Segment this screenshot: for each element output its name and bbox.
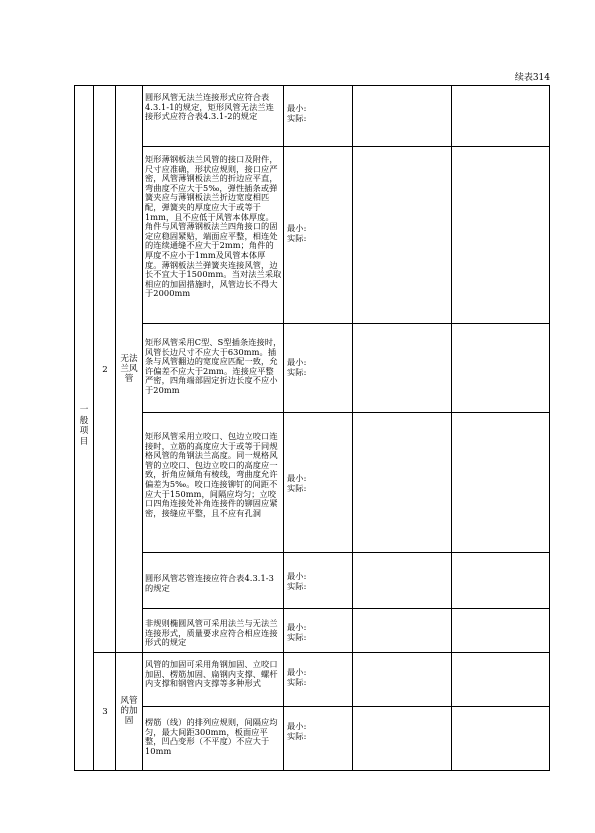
actual-label: 实际: (287, 631, 307, 642)
actual-label: 实际: (287, 482, 307, 493)
actual-label: 实际: (287, 232, 307, 243)
col-divider (283, 85, 284, 771)
col-divider (352, 85, 353, 771)
min-label: 最小: (287, 571, 307, 581)
item-description: 圆形风管芯管连接应符合表4.3.1-3的规定 (145, 573, 274, 593)
table-border-right (549, 85, 550, 771)
min-label: 最小: (287, 357, 307, 367)
table-border-left (74, 85, 75, 771)
item-description: 楞筋（线）的排列应规则，间隔应均匀，最大间距300mm，板面应平整，凹凸变形（不平度）不应大于10mm (145, 717, 278, 756)
group-name: 无法兰风管 (120, 354, 138, 384)
group-number: 3 (102, 707, 108, 717)
table-border-bottom (74, 770, 550, 771)
item-description: 圆形风管无法兰连接形式应符合表4.3.1-1的规定，矩形风管无法兰连接形式应符合表4.3.1-2的规定 (145, 92, 274, 122)
item-measure (287, 474, 327, 493)
item-description: 风管的加固可采用角钢加固、立咬口加固、楞筋加固、扁钢内支撑、螺杆内支撑和钢管内支撑等多种形式 (145, 659, 278, 689)
min-label: 最小: (287, 473, 307, 483)
row-divider (142, 706, 550, 707)
col-divider (451, 85, 452, 771)
row-divider (142, 323, 550, 324)
min-label: 最小: (287, 667, 307, 677)
item-description: 矩形风管采用立咬口、包边立咬口连接时，立筋的高度应大于或等于同规格风管的角钢法兰高度。同一规格风管的立咬口、包边立咬口的高度应一致，折角应倾角有棱线，弯曲度允许偏差为5‰。咬口连接铆钉的间距不应大于150mm，间隔应均匀；立咬口四角连接处补角连接件的铆固应紧密，接缝应平整，且不应有孔洞 (145, 431, 278, 518)
row-divider (142, 146, 550, 147)
actual-label: 实际: (287, 580, 307, 591)
group-name: 风管的加固 (120, 696, 138, 726)
item-measure (287, 224, 327, 243)
group-number: 2 (102, 365, 108, 375)
section-label: 一般项目 (79, 405, 89, 447)
actual-label: 实际: (287, 730, 307, 741)
min-label: 最小: (287, 103, 307, 113)
col-divider (142, 85, 143, 771)
group-divider (93, 652, 550, 653)
row-divider (142, 412, 550, 413)
col-divider (93, 85, 94, 771)
actual-label: 实际: (287, 366, 307, 377)
item-measure (287, 668, 327, 687)
row-divider (142, 608, 550, 609)
item-description: 非规则椭圆风管可采用法兰与无法兰连接形式，质量要求应符合相应连接形式的规定 (145, 618, 278, 648)
item-description: 矩形薄钢板法兰风管的接口及附件，尺寸应准确，形状应规则，接口应严密，风管薄钢板法兰的折边应平直，弯曲度不应大于5‰，弹性插条或弹簧夹应与薄钢板法兰折边宽度相匹配，弹簧夹的厚度应大于或等于1mm，且不应低于风管本体厚度。角件与风管薄钢板法兰四角接口的固定应稳固紧贴，端面应平整，相连处的连续通缝不应大于2mm；角件的厚度不应小于1mm及风管本体厚度。薄钢板法兰弹簧夹连接风管，边长不宜大于1500mm。当对法兰采取相应的加固措施时，风管边长不得大于2000mm (145, 154, 282, 299)
col-divider (115, 85, 116, 771)
actual-label: 实际: (287, 112, 307, 123)
item-measure (287, 623, 327, 642)
item-measure (287, 572, 327, 591)
item-measure (287, 104, 327, 123)
min-label: 最小: (287, 223, 307, 233)
row-divider (142, 552, 550, 553)
page-label: 续表314 (514, 73, 550, 83)
table-border-top (74, 85, 550, 86)
item-measure (287, 722, 327, 741)
min-label: 最小: (287, 622, 307, 632)
item-description: 矩形风管采用C型、S型插条连接时，风管长边尺寸不应大于630mm。插条与风管翻边的宽度应匹配一致，允许偏差不应大于2mm。连接应平整严密，四角端部固定折边长度不应小于20mm (145, 337, 282, 395)
actual-label: 实际: (287, 676, 307, 687)
min-label: 最小: (287, 721, 307, 731)
item-measure (287, 358, 327, 377)
